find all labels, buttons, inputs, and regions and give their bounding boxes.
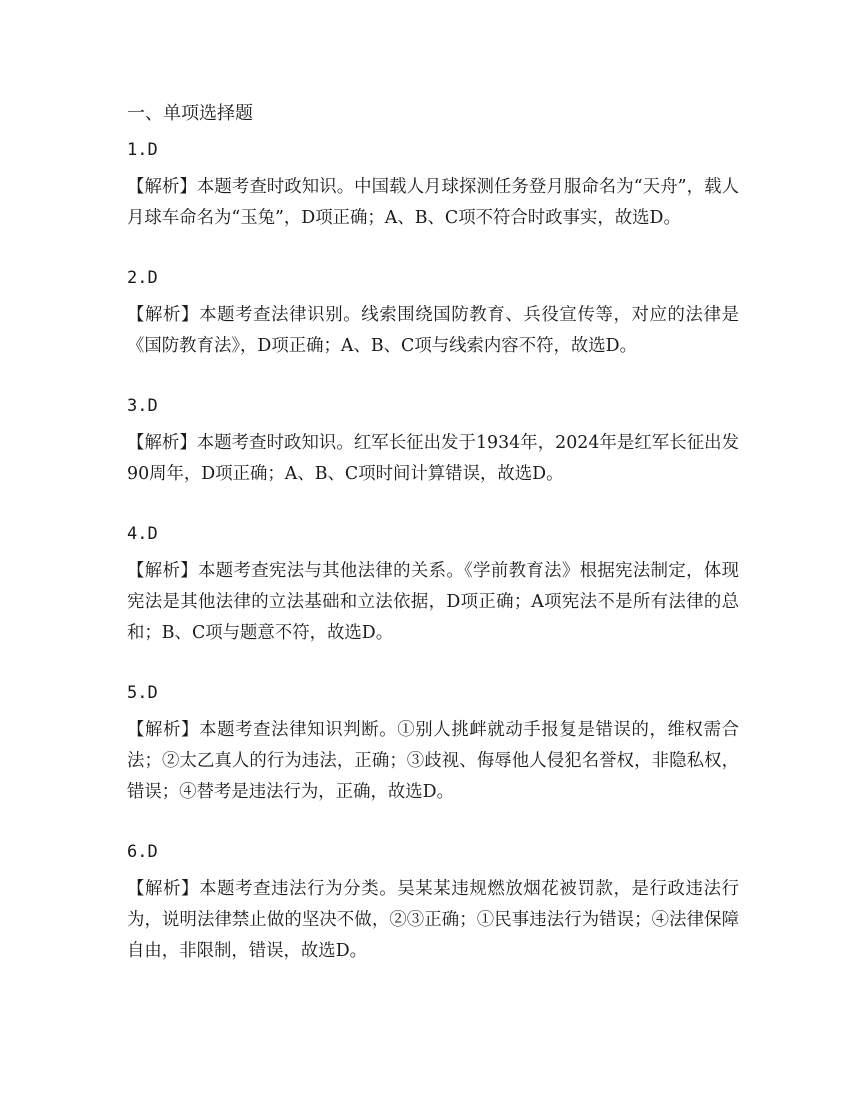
question-item-4 <box>127 520 739 649</box>
question-item-2 <box>127 264 739 362</box>
answer-number: 5.D <box>127 683 158 703</box>
explanation-text: 【解析】本题考查宪法与其他法律的关系。《学前教育法》根据宪法制定，体现宪法是其他法律的立法基础和立法依据，D项正确；A项宪法不是所有法律的总和；B、C项与题意不符，故选D。 <box>127 561 739 643</box>
answer-number: 3.D <box>127 396 158 416</box>
explanation-text: 【解析】本题考查法律知识判断。①别人挑衅就动手报复是错误的，维权需合法；②太乙真人的行为违法，正确；③歧视、侮辱他人侵犯名誉权，非隐私权，错误；④替考是违法行为，正确，故选D。 <box>127 720 739 802</box>
answer-key <box>127 100 739 967</box>
explanation-text: 【解析】本题考查违法行为分类。吴某某违规燃放烟花被罚款，是行政违法行为，说明法律禁止做的坚决不做，②③正确；①民事违法行为错误；④法律保障自由，非限制，错误，故选D。 <box>127 879 739 961</box>
question-item-5 <box>127 679 739 808</box>
answer-number: 2.D <box>127 268 158 288</box>
explanation-text: 【解析】本题考查时政知识。中国载人月球探测任务登月服命名为“天舟”，载人月球车命名为“玉兔”，D项正确；A、B、C项不符合时政事实，故选D。 <box>127 177 739 228</box>
item-spacer <box>127 808 739 838</box>
section-title: 一、单项选择题 <box>127 103 253 124</box>
answer-number: 6.D <box>127 842 158 862</box>
item-spacer <box>127 649 739 679</box>
explanation-text: 【解析】本题考查法律识别。线索围绕国防教育、兵役宣传等，对应的法律是《国防教育法》，D项正确；A、B、C项与线索内容不符，故选D。 <box>127 305 739 356</box>
item-spacer <box>127 234 739 264</box>
item-spacer <box>127 362 739 392</box>
question-item-3 <box>127 392 739 490</box>
item-spacer <box>127 490 739 520</box>
question-item-1 <box>127 136 739 234</box>
explanation-text: 【解析】本题考查时政知识。红军长征出发于1934年，2024年是红军长征出发90周年，D项正确；A、B、C项时间计算错误，故选D。 <box>127 433 739 484</box>
answer-number: 4.D <box>127 524 158 544</box>
question-item-6 <box>127 838 739 967</box>
answer-number: 1.D <box>127 140 158 160</box>
